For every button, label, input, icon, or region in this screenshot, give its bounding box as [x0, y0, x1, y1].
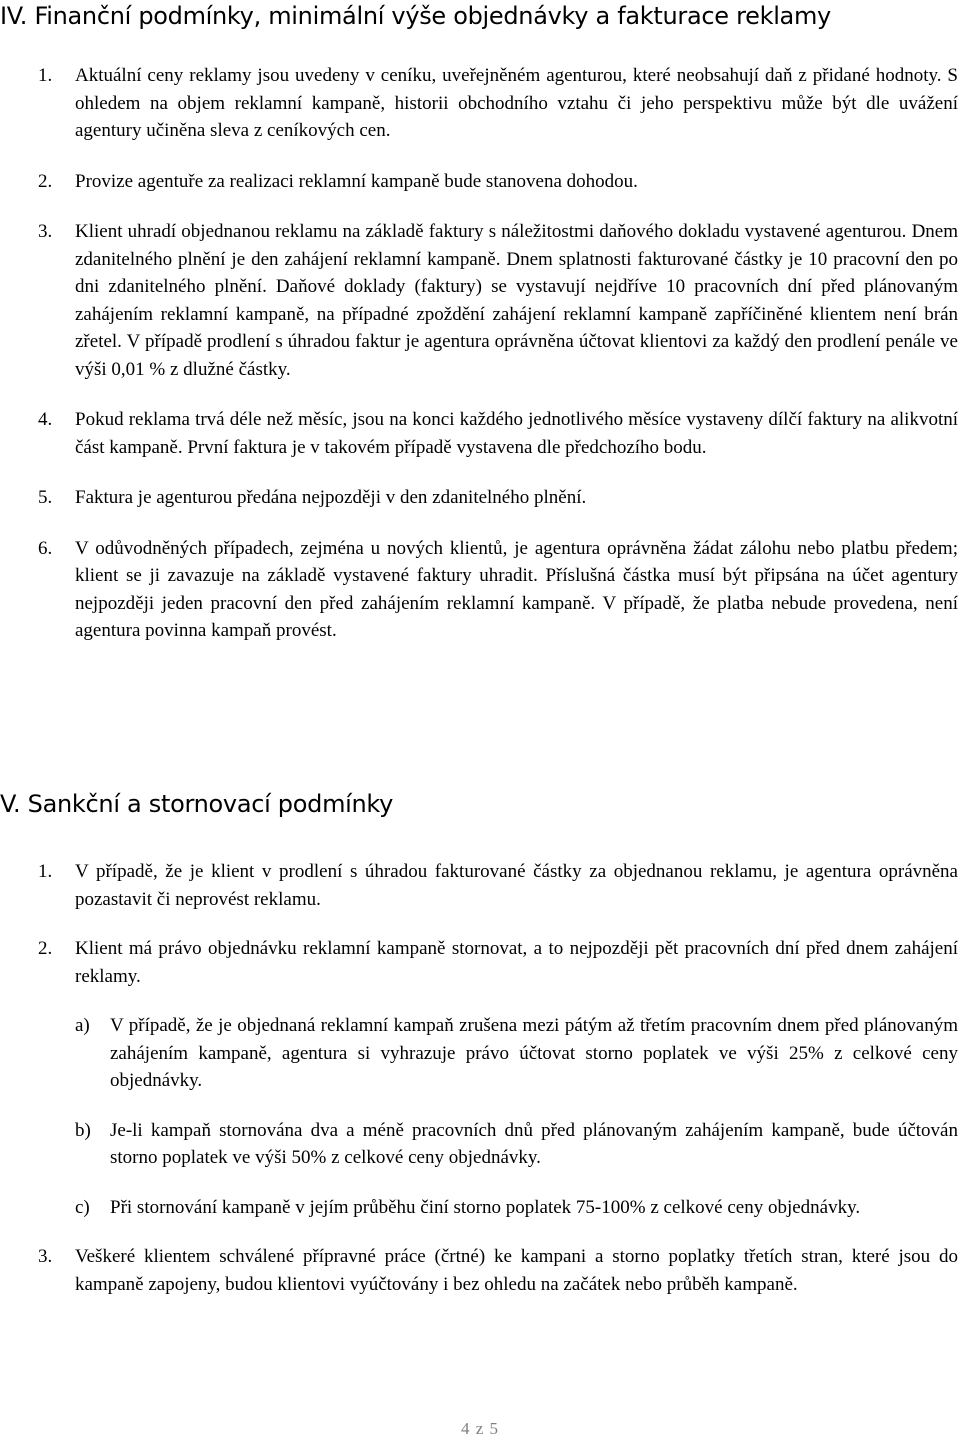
item-text: Klient má právo objednávku reklamní kampaně stornovat, a to nejpozději pět pracovních dní před dnem zahájení reklamy. [75, 938, 958, 987]
list-item [0, 168, 960, 196]
item-text: Klient uhradí objednanou reklamu na základě faktury s náležitostmi daňového dokladu vystavené agenturou. Dnem zdanitelného plnění je den zahájení reklamní kampaně. Dnem splatnosti fakturované částky je 10 pracovní den po dni zdanitelného plnění. Daňové doklady (faktury) se vystavují nejdříve 10 pracovních dní před plánovaným zahájením reklamní kampaně, na případné zpoždění zahájení reklamní kampaně zapříčiněné klientem není brán zřetel. V případě prodlení s úhradou faktur je agentura oprávněna účtovat klientovi za každý den prodlení penále ve výši 0,01 % z dlužné částky. [75, 221, 958, 380]
item-number: 5. [38, 487, 53, 508]
list-item [0, 935, 960, 990]
list-item [0, 858, 960, 913]
sublist [0, 1012, 960, 1221]
section-heading: V. Sankční a stornovací podmínky [0, 790, 394, 818]
subitem-text: Při stornování kampaně v jejím průběhu činí storno poplatek 75-100% z celkové ceny objednávky. [110, 1196, 861, 1218]
item-text: Faktura je agenturou předána nejpozději v den zdanitelného plnění. [75, 487, 587, 508]
item-text: V odůvodněných případech, zejména u nových klientů, je agentura oprávněna žádat zálohu nebo platbu předem; klient se ji zavazuje na základě vystavené faktury uhradit. Příslušná částka musí být připsána na účet agentury nejpozději jeden pracovní den před zahájením reklamní kampaně. V případě, že platba nebude provedena, není agentura povinna kampaň provést. [75, 537, 958, 641]
item-text: Pokud reklama trvá déle než měsíc, jsou na konci každého jednotlivého měsíce vystaveny dílčí faktury na alikvotní část kampaně. První faktura je v takovém případě vystavena dle předchozího bodu. [75, 409, 958, 458]
section-list [0, 62, 960, 645]
list-item [0, 535, 960, 645]
list-item [0, 1243, 960, 1298]
sublist-item [0, 1012, 960, 1095]
item-number: 6. [38, 537, 53, 559]
item-number: 1. [38, 65, 53, 86]
list-item [0, 484, 960, 512]
subitem-letter: c) [75, 1196, 90, 1218]
item-text: Provize agentuře za realizaci reklamní kampaně bude stanovena dohodou. [75, 170, 638, 192]
sublist-item [0, 1194, 960, 1222]
section-heading: IV. Finanční podmínky, minimální výše objednávky a fakturace reklamy [0, 2, 831, 30]
item-number: 1. [38, 861, 53, 882]
subitem-letter: a) [75, 1015, 90, 1036]
list-item [0, 406, 960, 461]
subitem-text: V případě, že je objednaná reklamní kampaň zrušena mezi pátým až třetím pracovním dnem před plánovaným zahájením kampaně, agentura si vyhrazuje právo účtovat storno poplatek ve výši 25% z celkové ceny objednávky. [110, 1015, 958, 1091]
item-text: Aktuální ceny reklamy jsou uvedeny v ceníku, uveřejněném agenturou, které neobsahují daň z přidané hodnoty. S ohledem na objem reklamní kampaně, historii obchodního vztahu či jeho perspektivu může být dle uvážení agentury učiněna sleva z ceníkových cen. [75, 65, 958, 141]
item-number: 2. [38, 938, 53, 959]
item-number: 2. [38, 170, 53, 192]
sublist-item [0, 1117, 960, 1172]
sublist-container [0, 1012, 960, 1221]
list-item [0, 62, 960, 145]
item-text: Veškeré klientem schválené přípravné práce (črtné) ke kampani a storno poplatky třetích stran, které jsou do kampaně zapojeny, budou klientovi vyúčtovány i bez ohledu na začátek nebo průběh kampaně. [75, 1246, 958, 1295]
item-number: 3. [38, 221, 53, 242]
subitem-text: Je-li kampaň stornována dva a méně pracovních dnů před plánovaným zahájením kampaně, bude účtován storno poplatek ve výši 50% z celkové ceny objednávky. [110, 1119, 958, 1168]
subitem-letter: b) [75, 1119, 91, 1141]
item-number: 4. [38, 409, 53, 430]
list-item [0, 218, 960, 383]
item-text: V případě, že je klient v prodlení s úhradou fakturované částky za objednanou reklamu, je agentura oprávněna pozastavit či neprovést reklamu. [75, 861, 958, 910]
page-number: 4 z 5 [460, 1419, 500, 1438]
section-list [0, 858, 960, 1298]
item-number: 3. [38, 1246, 53, 1267]
